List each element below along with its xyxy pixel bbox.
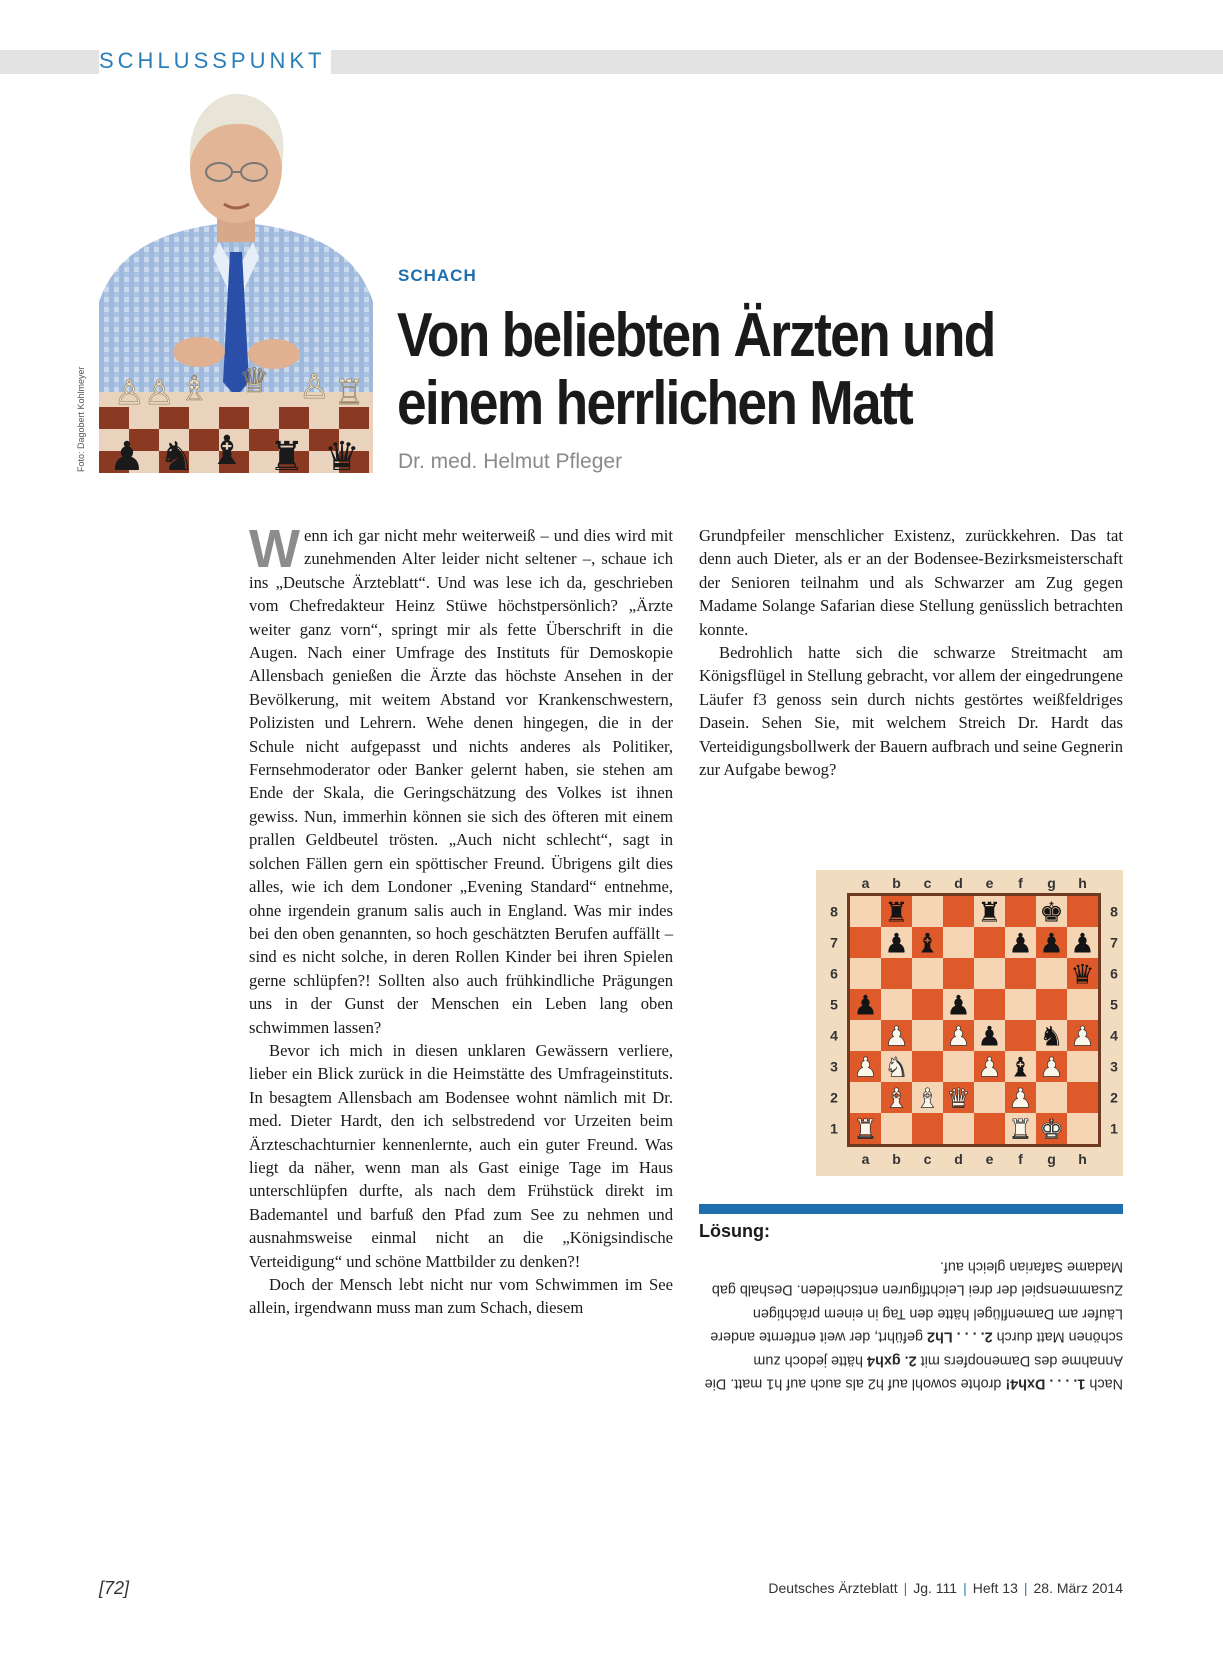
square-f6 — [1005, 958, 1036, 989]
piece-white-c2: ♝ — [915, 1083, 940, 1115]
headline: Von beliebten Ärzten und einem herrlichen Matt — [397, 301, 995, 438]
rank-label-left: 1 — [830, 1120, 838, 1137]
square-a8 — [850, 896, 881, 927]
rubric: SCHACH — [398, 266, 477, 285]
piece-white-h4: ♟ — [1070, 1021, 1095, 1053]
section-label: SCHLUSSPUNKT — [99, 46, 331, 76]
square-f8 — [1005, 896, 1036, 927]
rank-label-left: 6 — [830, 965, 838, 982]
piece-black-d5: ♟ — [946, 990, 971, 1022]
rank-label-right: 1 — [1110, 1120, 1118, 1137]
piece-black-b8: ♜ — [884, 897, 909, 929]
square-a7 — [850, 927, 881, 958]
svg-text:♗: ♗ — [179, 369, 210, 409]
file-label-top: f — [1018, 875, 1023, 891]
paragraph-3: Doch der Mensch lebt nicht nur vom Schwimmen im See allein, irgendwann muss man zum Schach, diesem — [249, 1275, 673, 1318]
piece-white-g1: ♚ — [1039, 1114, 1064, 1146]
piece-black-g8: ♚ — [1039, 897, 1064, 929]
piece-black-h6: ♛ — [1070, 959, 1095, 991]
square-e1 — [974, 1113, 1005, 1144]
article-column-1 — [249, 519, 673, 1320]
square-e5 — [974, 989, 1005, 1020]
svg-text:♛: ♛ — [324, 434, 360, 473]
dropcap: W — [249, 519, 300, 579]
piece-black-g4: ♞ — [1039, 1021, 1064, 1053]
file-label-bottom: f — [1018, 1151, 1023, 1167]
square-a2 — [850, 1082, 881, 1113]
piece-white-a3: ♟ — [853, 1052, 878, 1084]
rank-label-left: 4 — [830, 1027, 838, 1044]
footer-citation — [768, 1580, 1123, 1596]
square-h5 — [1067, 989, 1098, 1020]
solution-divider — [699, 1204, 1123, 1214]
piece-white-b3: ♞ — [884, 1052, 909, 1084]
square-h8 — [1067, 896, 1098, 927]
rank-label-right: 3 — [1110, 1058, 1118, 1075]
solution-move-1: 1. . . . Dxh4! — [1005, 1375, 1086, 1392]
file-label-bottom: a — [861, 1151, 870, 1167]
solution-text-1: Nach — [1085, 1375, 1123, 1392]
square-a4 — [850, 1020, 881, 1051]
file-label-top: h — [1078, 875, 1087, 891]
piece-white-f1: ♜ — [1008, 1114, 1033, 1146]
chess-diagram — [816, 870, 1123, 1176]
paragraph-1-text: enn ich gar nicht mehr weiterweiß – und dies wird mit zunehmenden Alter leider nicht seltener –, schaue ich ins „Deutsche Ärzteblatt“. Und was lese ich da, geschrieben vom Chefredakteur Heinz Stüwe höchstpersönlich? „Ärzte weiter ganz vorn“, springt mir als fette Überschrift in die Augen. Nach einer Umfrage des Instituts für Demoskopie Allensbach genießen die Ärzte das höchste Ansehen in der Bevölkerung, mit weitem Abstand vor Krankenschwestern, Polizisten und Lehrern. Wehe denen hingegen, die in der Schule nicht aufgepasst und nichts anderes als Politiker, Fernsehmoderator oder Banker gelernt haben, sie stehen am Ende der Skala, die Geringschätzung des Volkes ist ihnen gewiss. Nun, immerhin können sie sich des öfteren mit einem prallen Geldbeutel trösten. „Auch nicht schlecht“, sagt in solchen Fällen gern ein spöttischer Freund. Übrigens gilt dies alles, wie ich dem Londoner „Evening Standard“ entnehme, ohne irgendein granum salis auch in England. Was mir indes bei den oben genannten, so hoch geschätzten Berufen auffällt – sind es nicht solche, in deren Rollen Kinder bei ihren Spielen gerne schlüpfen?! Sollten also auch frühkindliche Prägungen uns in der Gunst der Menschen ein Leben lang oben schwimmen lassen? — [249, 526, 673, 1037]
rank-label-left: 7 — [830, 934, 838, 951]
square-h2 — [1067, 1082, 1098, 1113]
piece-black-b7: ♟ — [884, 928, 909, 960]
square-b6 — [881, 958, 912, 989]
piece-black-f3: ♝ — [1008, 1052, 1033, 1084]
piece-white-d4: ♟ — [946, 1021, 971, 1053]
square-e2 — [974, 1082, 1005, 1113]
svg-text:♙: ♙ — [114, 373, 145, 413]
solution-text-2: drohte sowohl auf h2 als auch auf h1 matt. Die Annahme des Damenopfers mit — [704, 1352, 1123, 1392]
svg-text:♖: ♖ — [334, 373, 365, 413]
page-number: [72] — [99, 1578, 130, 1598]
square-b5 — [881, 989, 912, 1020]
rank-label-right: 5 — [1110, 996, 1118, 1013]
file-label-bottom: h — [1078, 1151, 1087, 1167]
piece-white-e3: ♟ — [977, 1052, 1002, 1084]
solution-text-upside-down — [699, 1254, 1123, 1394]
square-c5 — [912, 989, 943, 1020]
rank-label-right: 6 — [1110, 965, 1118, 982]
piece-white-g3: ♟ — [1039, 1052, 1064, 1084]
paragraph-1 — [249, 519, 673, 1039]
footer-separator: | — [903, 1580, 908, 1596]
square-d6 — [943, 958, 974, 989]
square-f5 — [1005, 989, 1036, 1020]
square-c6 — [912, 958, 943, 989]
file-label-top: g — [1047, 875, 1056, 891]
rank-label-right: 8 — [1110, 903, 1118, 920]
piece-white-a1: ♜ — [853, 1114, 878, 1146]
piece-black-e8: ♜ — [977, 897, 1002, 929]
square-c1 — [912, 1113, 943, 1144]
svg-text:♙: ♙ — [299, 367, 330, 407]
solution-title: Lösung: — [699, 1221, 770, 1241]
solution-text-3: hätte jedoch zum schönen Matt durch — [753, 1328, 1123, 1369]
piece-white-b2: ♝ — [884, 1083, 909, 1115]
file-label-top: a — [861, 875, 870, 891]
footer-volume: Jg. 111 — [913, 1580, 958, 1596]
square-e6 — [974, 958, 1005, 989]
svg-text:♟: ♟ — [109, 434, 145, 473]
footer-journal: Deutsches Ärzteblatt — [768, 1580, 898, 1596]
paragraph-3-continued: Grundpfeiler menschlicher Existenz, zurückkehren. Das tat denn auch Dieter, als er an der Bodensee-Bezirksmeisterschaft der Senioren teilnahm und als Schwarzer am Zug gegen Madame Solange Safarian diese Stellung genüsslich betrachten konnte. — [699, 526, 1123, 639]
file-label-bottom: b — [892, 1151, 901, 1167]
square-g5 — [1036, 989, 1067, 1020]
photo-credit: Foto: Dagobert Kohlmeyer — [76, 366, 86, 472]
rank-label-left: 8 — [830, 903, 838, 920]
svg-text:♜: ♜ — [269, 434, 305, 473]
solution-text-4: geführt, der weit entfernte andere Läufer am Damenflügel hätte den Tag in einem prächtigen Zusammenspiel der drei Leichtfiguren entschieden. Deshalb gab Madame Safarian gleich auf. — [710, 1258, 1123, 1345]
file-label-top: d — [954, 875, 963, 891]
article-column-2 — [699, 524, 1123, 781]
footer-issue: Heft 13 — [972, 1580, 1018, 1596]
piece-black-g7: ♟ — [1039, 928, 1064, 960]
solution-move-2: 2. gxh4 — [867, 1352, 917, 1369]
square-h1 — [1067, 1113, 1098, 1144]
square-d8 — [943, 896, 974, 927]
paragraph-2: Bevor ich mich in diesen unklaren Gewässern verliere, lieber ein Blick zurück in die Heimstätte des Umfrageinstituts. In besagtem Allensbach am Bodensee wohnt nämlich mit Dr. med. Dieter Hardt, den ich selbstredend vor Urzeiten beim Ärzteschachturnier kennenlernte, auch ein guter Freund. Was liegt da näher, wenn man als Gast einige Tage im Haus unterschlüpfen durfte, als nach dem Frühstück direkt im Bademantel und barfuß den Pfad zum See zu nehmen und ausnahmsweise einmal nicht an die „Königsindische Verteidigung“ und schöne Mattbilder zu denken?! — [249, 1040, 673, 1271]
square-d3 — [943, 1051, 974, 1082]
author-photo — [99, 92, 373, 473]
rank-label-left: 2 — [830, 1089, 838, 1106]
file-label-top: e — [985, 875, 994, 891]
footer-separator: | — [1023, 1580, 1028, 1596]
rank-label-left: 5 — [830, 996, 838, 1013]
file-label-bottom: e — [985, 1151, 994, 1167]
square-f4 — [1005, 1020, 1036, 1051]
piece-black-e4: ♟ — [977, 1021, 1002, 1053]
piece-black-c7: ♝ — [915, 928, 940, 960]
square-e7 — [974, 927, 1005, 958]
file-label-top: b — [892, 875, 901, 891]
file-label-bottom: c — [923, 1151, 932, 1167]
piece-black-f7: ♟ — [1008, 928, 1033, 960]
square-c4 — [912, 1020, 943, 1051]
file-label-bottom: d — [954, 1151, 963, 1167]
square-b1 — [881, 1113, 912, 1144]
piece-white-f2: ♟ — [1008, 1083, 1033, 1115]
piece-white-d2: ♛ — [946, 1083, 971, 1115]
file-label-top: c — [923, 875, 932, 891]
square-a6 — [850, 958, 881, 989]
rank-label-right: 7 — [1110, 934, 1118, 951]
square-h3 — [1067, 1051, 1098, 1082]
svg-text:♞: ♞ — [159, 434, 195, 473]
svg-text:♝: ♝ — [209, 428, 245, 473]
paragraph-4: Bedrohlich hatte sich die schwarze Streitmacht am Königsflügel in Stellung gebracht, vor allem der eingedrungene Läufer f3 genoss sein durch nichts gestörtes weißfeldriges Dasein. Sehen Sie, mit welchem Streich Dr. Hardt das Verteidigungsbollwerk der Bauern aufbrach und seine Gegnerin zur Aufgabe bewog? — [699, 643, 1123, 780]
square-d1 — [943, 1113, 974, 1144]
piece-black-a5: ♟ — [853, 990, 878, 1022]
square-g2 — [1036, 1082, 1067, 1113]
square-d7 — [943, 927, 974, 958]
footer-separator: | — [963, 1580, 967, 1596]
rank-label-left: 3 — [830, 1058, 838, 1075]
square-c8 — [912, 896, 943, 927]
piece-white-b4: ♟ — [884, 1021, 909, 1053]
solution-move-3: 2. . . . Lh2 — [927, 1328, 993, 1345]
author-byline: Dr. med. Helmut Pfleger — [398, 450, 623, 473]
piece-black-h7: ♟ — [1070, 928, 1095, 960]
svg-text:♕: ♕ — [239, 361, 270, 401]
square-c3 — [912, 1051, 943, 1082]
file-label-bottom: g — [1047, 1151, 1056, 1167]
square-g6 — [1036, 958, 1067, 989]
rank-label-right: 4 — [1110, 1027, 1118, 1044]
footer-date: 28. März 2014 — [1033, 1580, 1123, 1596]
rank-label-right: 2 — [1110, 1089, 1118, 1106]
svg-text:♙: ♙ — [144, 373, 175, 413]
